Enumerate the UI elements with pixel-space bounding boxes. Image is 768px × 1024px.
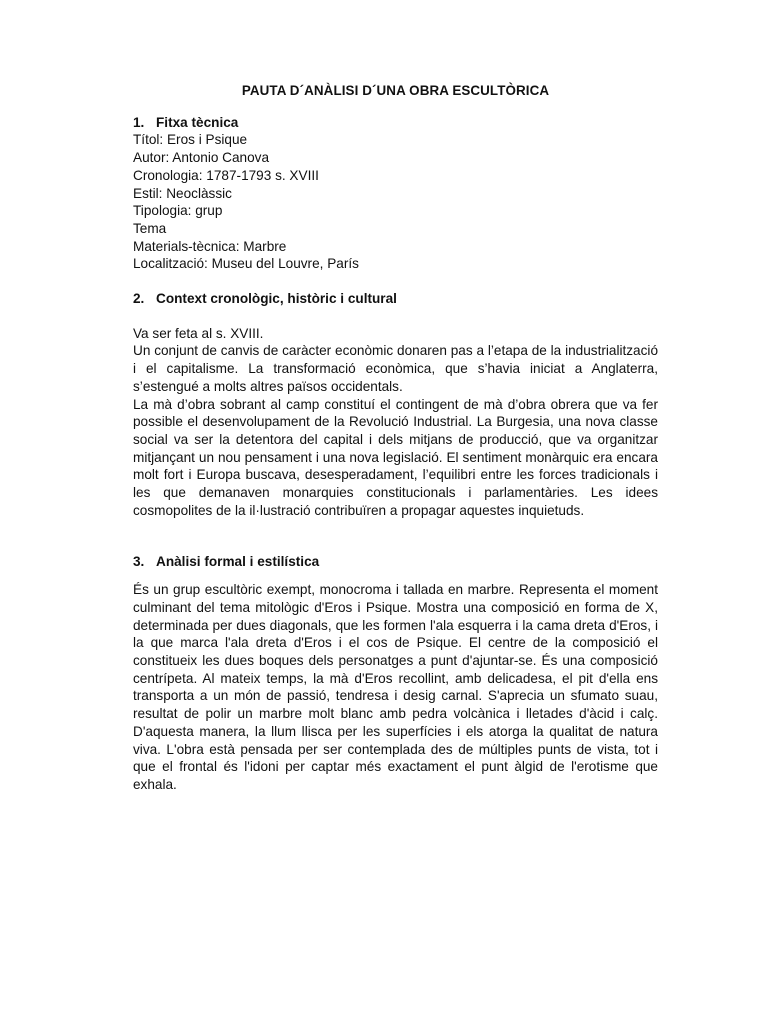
section-2-paragraph-1: Un conjunt de canvis de caràcter econòmic donaren pas a l’etapa de la industrialització i el capitalisme. La transformació econòmica, que s’havia iniciat a Anglaterra, s’estengué a molts altres països occidentals. xyxy=(133,343,658,394)
section-2-paragraph-2: La mà d’obra sobrant al camp constituí el contingent de mà d’obra obrera que va fer possible el desenvolupament de la Revolució Industrial. La Burgesia, una nova classe social va ser la detentora del capital i dels mitjans de producció, que va organitzar mitjançant un nou pensament i una nova legislació. El sentiment monàrquic era encara molt fort i Europa buscava, desesperadament, l’equilibri entre les forces tradicionals i les que demanaven monarquies constitucionals i parlamentàries. Les idees cosmopolites de la il·lustració contribuïren a propagar aquestes inquietuds. xyxy=(133,396,658,518)
section-3-number: 3. xyxy=(133,554,145,570)
section-1-number: 1. xyxy=(133,114,145,130)
document-page xyxy=(133,82,658,794)
fitxa-autor: Autor: Antonio Canova xyxy=(133,150,270,166)
section-2-intro: Va ser feta al s. XVIII. xyxy=(133,325,264,341)
section-2-number: 2. xyxy=(133,291,145,307)
fitxa-titol: Títol: Eros i Psique xyxy=(133,132,248,148)
fitxa-tipologia: Tipologia: grup xyxy=(133,203,223,219)
section-3-title: Anàlisi formal i estilística xyxy=(156,554,320,570)
section-3-heading xyxy=(133,553,658,571)
section-3-paragraph: És un grup escultòric exempt, monocroma i tallada en marbre. Representa el moment culminant del tema mitològic d'Eros i Psique. Mostra una composició en forma de X, determinada per dues diagonals, que les formen l'ala esquerra i la cama dreta d'Eros, i la que marca l'ala dreta d'Eros i el cos de Psique. El centre de la composició el constitueix les dues boques dels personatges a punt d'ajuntar-se. És una composició centrípeta. Al mateix temps, la mà d'Eros recollint, amb delicadesa, el pit d'ella ens transporta a un món de passió, tendresa i desig carnal. S'aprecia un sfumato suau, resultat de polir un marbre molt blanc amb pedra volcànica i lletades d'àcid i calç. D'aquesta manera, la llum llisca per les superfícies i els atorga la qualitat de natura viva. L'obra està pensada per ser contemplada des de múltiples punts de vista, tot i que el frontal és l'idoni per captar més exactament el punt àlgid de l'erotisme que exhala. xyxy=(133,582,658,792)
section-1-title: Fitxa tècnica xyxy=(156,114,239,130)
section-1-heading xyxy=(133,114,658,132)
fitxa-tema: Tema xyxy=(133,220,167,236)
fitxa-cronologia: Cronologia: 1787-1793 s. XVIII xyxy=(133,167,319,183)
document-title: PAUTA D´ANÀLISI D´UNA OBRA ESCULTÒRICA xyxy=(241,83,550,98)
fitxa-estil: Estil: Neoclàssic xyxy=(133,185,232,201)
fitxa-materials: Materials-tècnica: Marbre xyxy=(133,238,287,254)
section-2-title: Context cronològic, històric i cultural xyxy=(156,291,397,307)
section-2-heading xyxy=(133,290,658,308)
fitxa-localitzacio: Localització: Museu del Louvre, París xyxy=(133,256,359,272)
